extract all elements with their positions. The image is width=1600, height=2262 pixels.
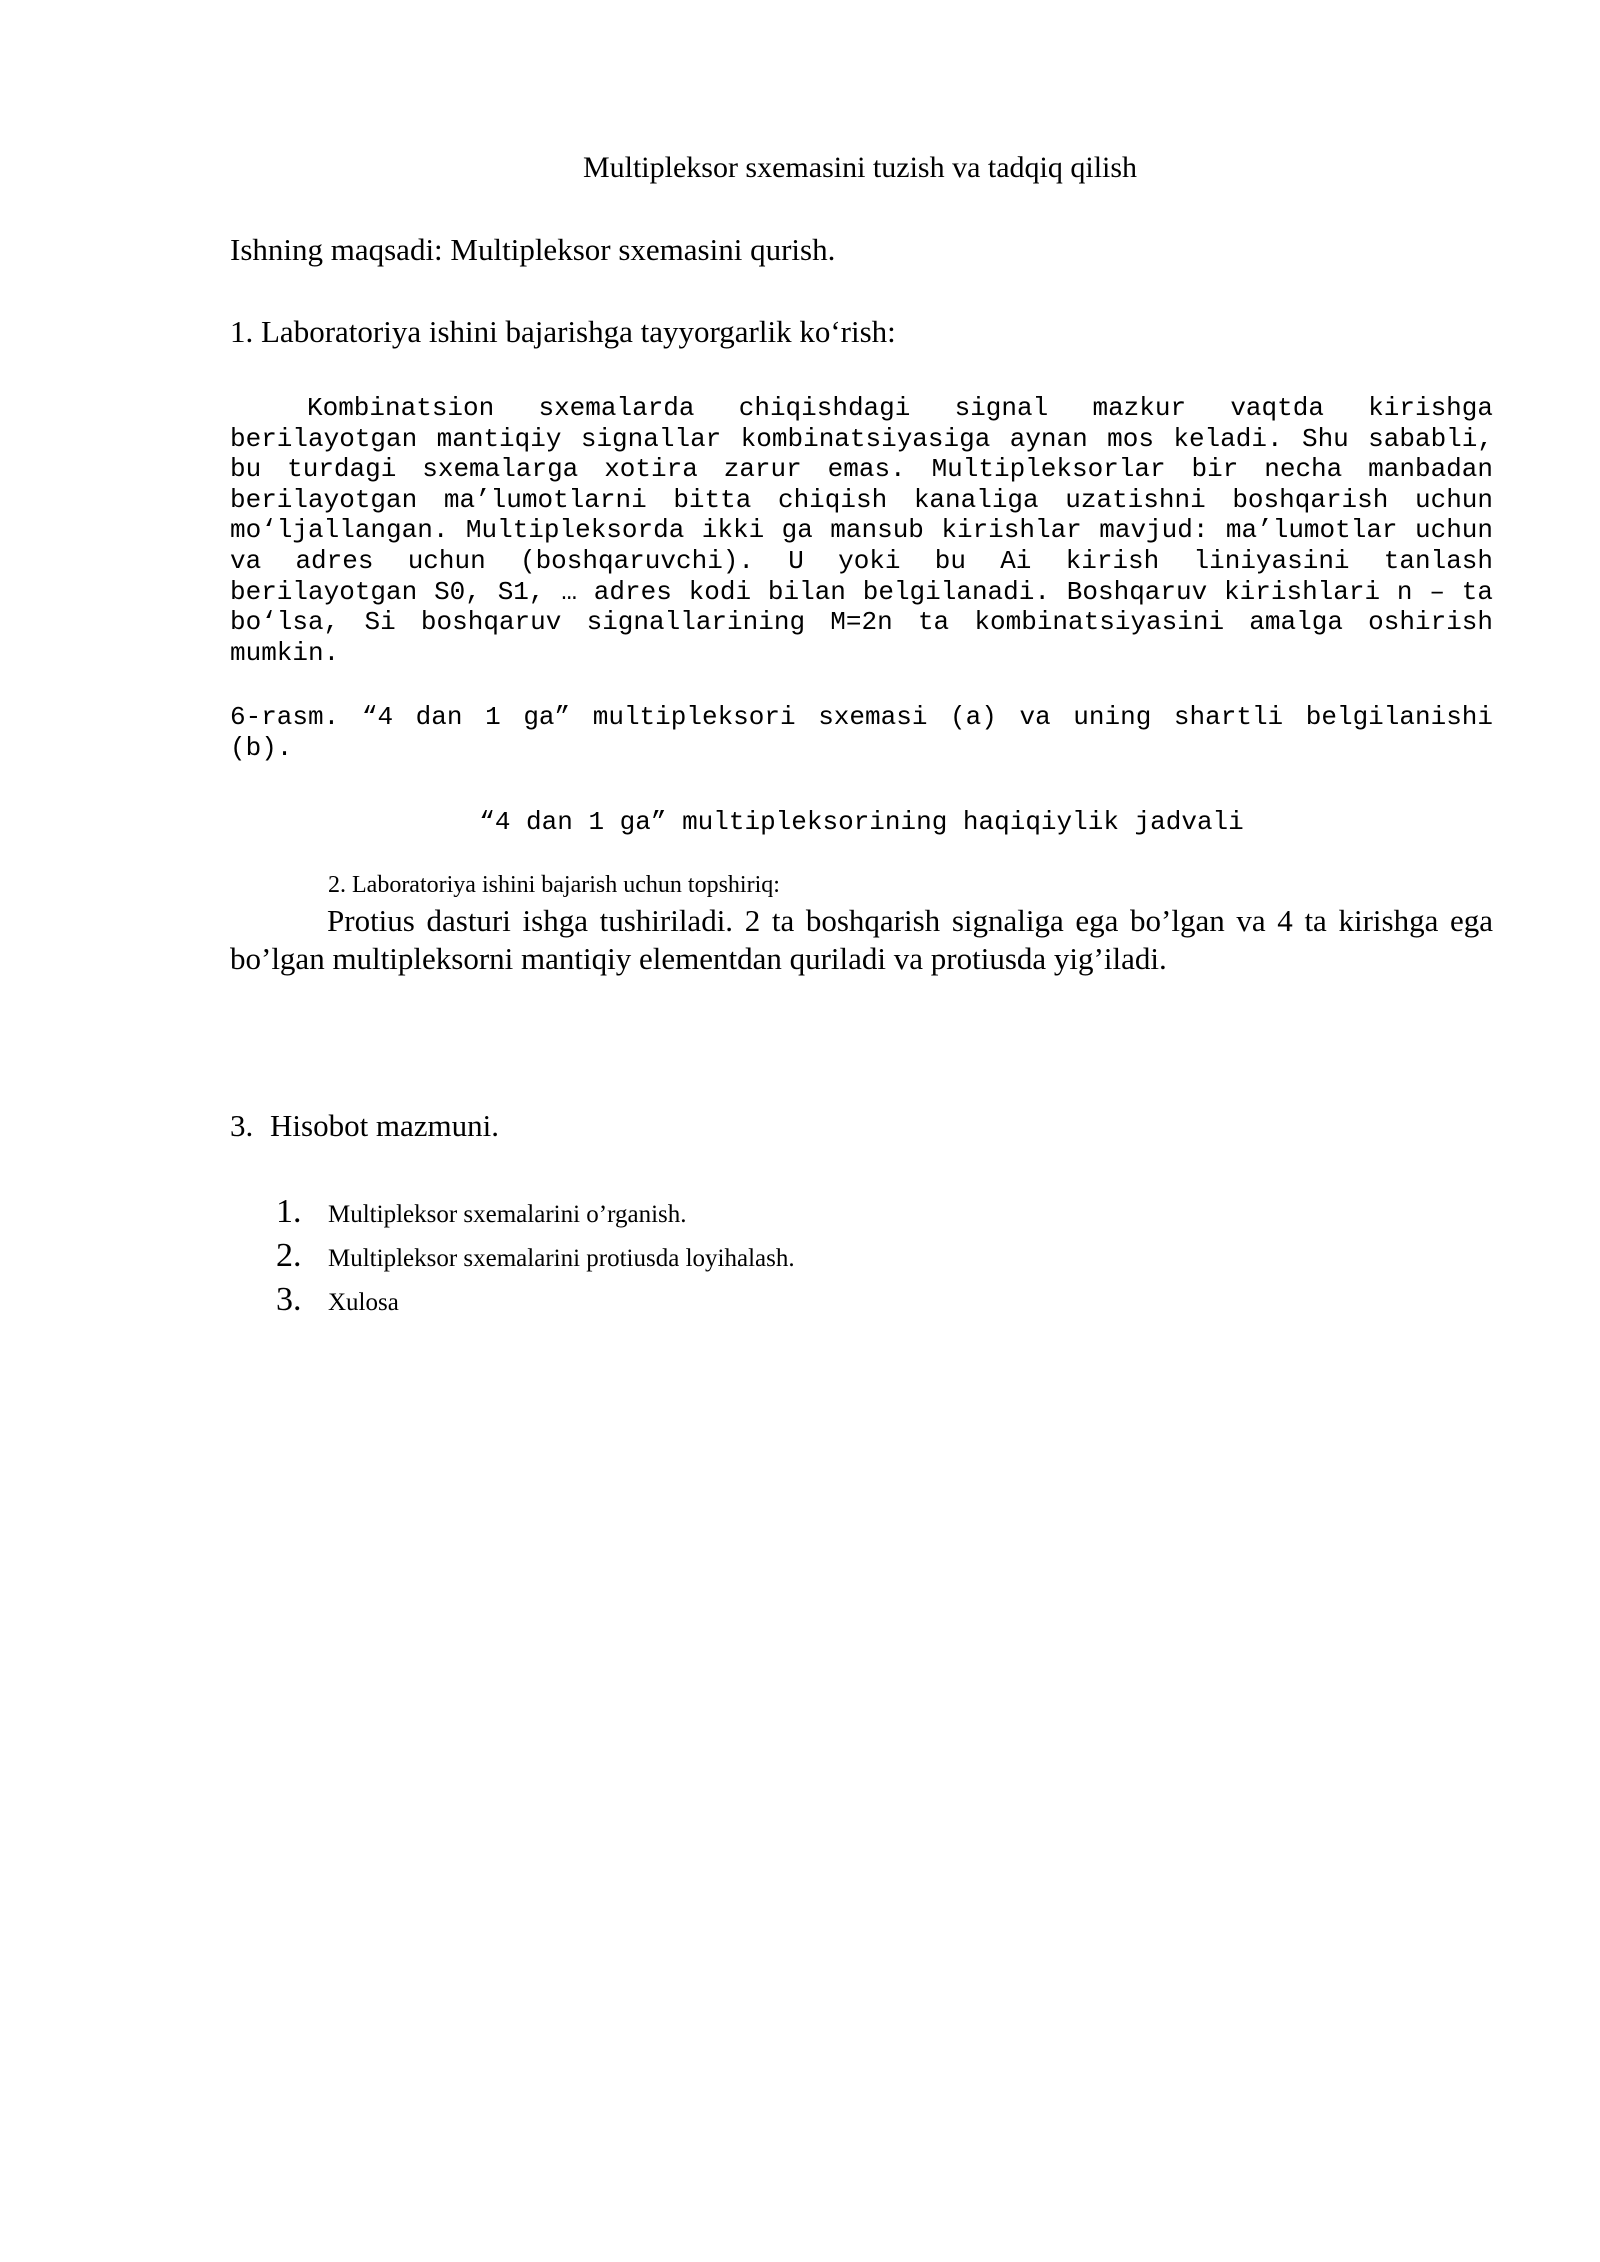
list-item-text: Multipleksor sxemalarini o’rganish. (328, 1201, 687, 1228)
list-item (276, 1234, 795, 1278)
section3-number: 3. (230, 1108, 254, 1143)
work-goal: Ishning maqsadi: Multipleksor sxemasini qurish. (230, 232, 836, 267)
table-caption: “4 dan 1 ga” multipleksorining haqiqiylik jadvali (479, 807, 1244, 837)
list-item (276, 1278, 795, 1322)
list-item-number: 2. (276, 1237, 302, 1274)
section2-paragraph: Protius dasturi ishga tushiriladi. 2 ta boshqarish signaliga ega bo’lgan va 4 ta kirishga ega bo’lgan multipleksorni mantiqiy elementdan quriladi va protiusda yig’iladi. (230, 903, 1493, 976)
list-item-text: Multipleksor sxemalarini protiusda loyihalash. (328, 1245, 795, 1272)
figure-caption: 6-rasm. “4 dan 1 ga” multipleksori sxemasi (a) va uning shartli belgilanishi (b). (230, 702, 1493, 763)
section3-heading: Hisobot mazmuni. (270, 1108, 500, 1143)
section1-heading: 1. Laboratoriya ishini bajarishga tayyorgarlik ko‘rish: (230, 314, 896, 349)
list-item-number: 3. (276, 1281, 302, 1318)
section1-paragraph: Kombinatsion sxemalarda chiqishdagi signal mazkur vaqtda kirishga berilayotgan mantiqiy signallar kombinatsiyasiga aynan mos keladi. Shu sababli, bu turdagi sxemalarga xotira zarur emas. Multipleksorlar bir necha manbadan berilayotgan ma’lumotlarni bitta chiqish kanaliga uzatishni boshqarish uchun mo‘ljallangan. Multipleksorda ikki ga mansub kirishlar mavjud: ma’lumotlar uchun va adres uchun (boshqaruvchi). U yoki bu Ai kirish liniyasini tanlash berilayotgan S0, S1, … adres kodi bilan belgilanadi. Boshqaruv kirishlari n – ta bo‘lsa, Si boshqaruv signallarining M=2n ta kombinatsiyasini amalga oshirish mumkin. (230, 393, 1493, 668)
report-list (276, 1190, 795, 1322)
list-item-number: 1. (276, 1193, 302, 1230)
section3-heading-row (230, 1108, 499, 1144)
document-title: Multipleksor sxemasini tuzish va tadqiq qilish (582, 151, 1138, 184)
list-item-text: Xulosa (328, 1289, 399, 1316)
list-item (276, 1190, 795, 1234)
section2-heading: 2. Laboratoriya ishini bajarish uchun topshiriq: (328, 872, 780, 898)
